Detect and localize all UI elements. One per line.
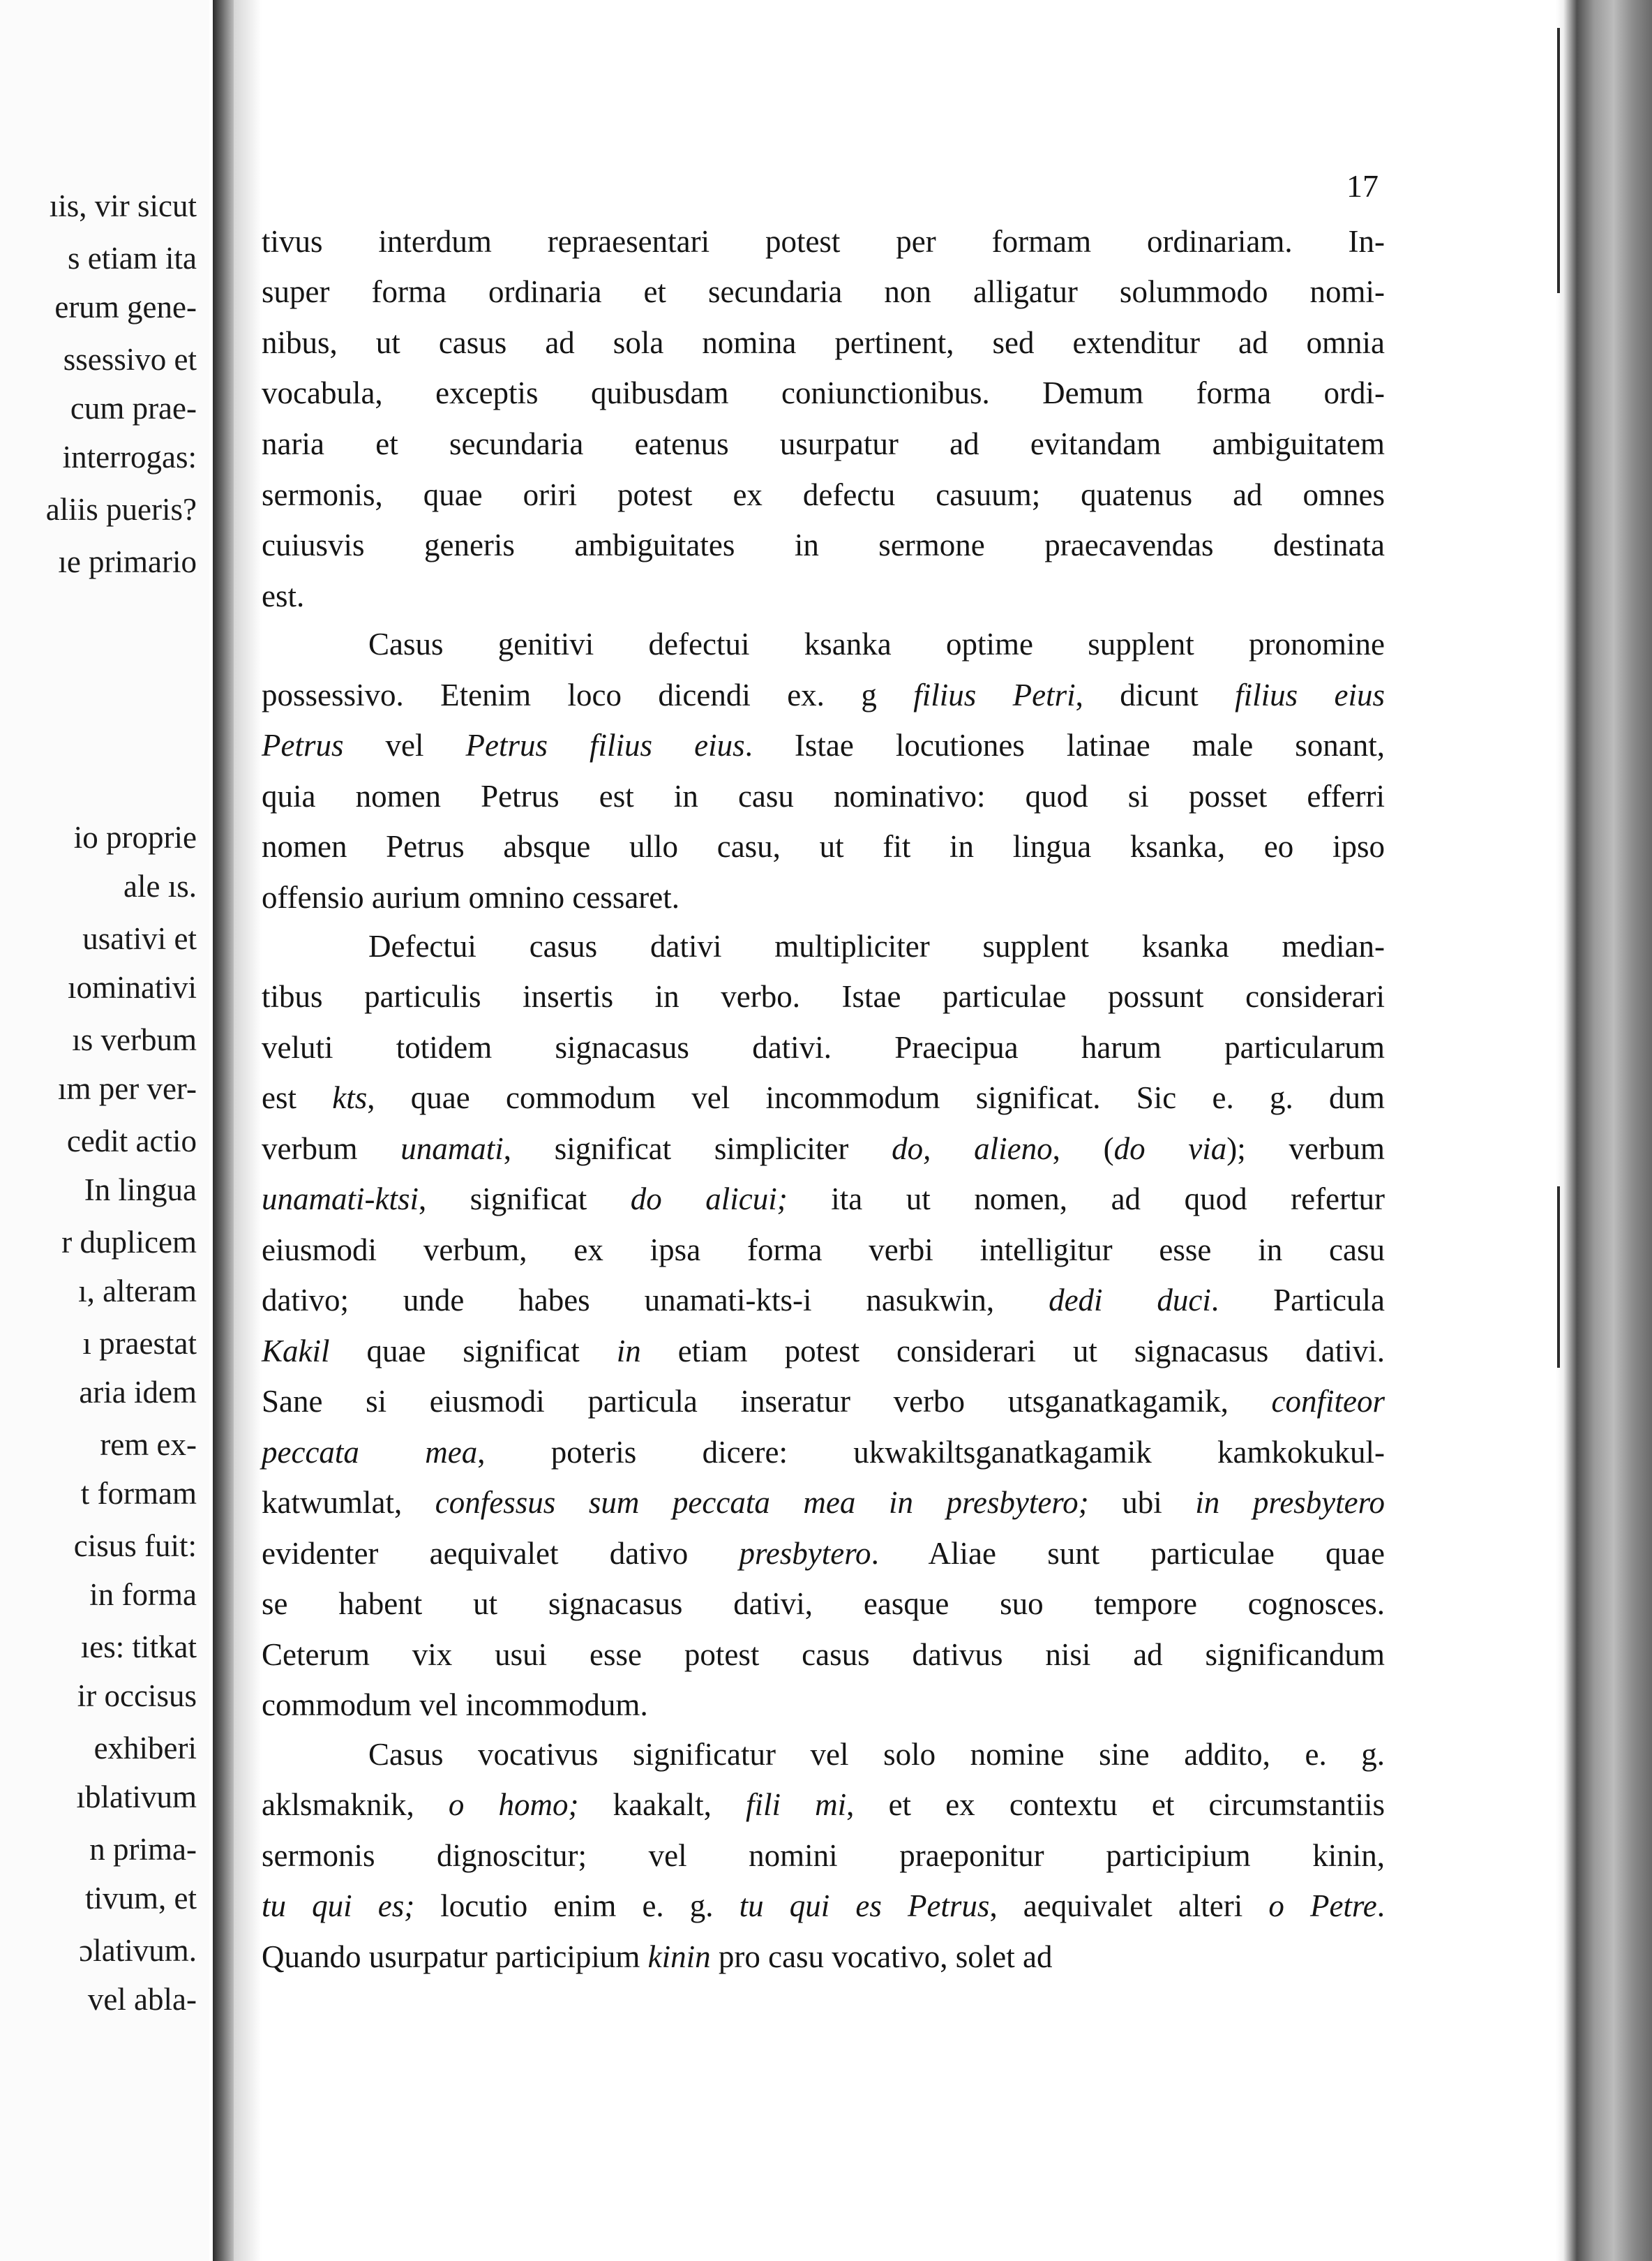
text-run: tivus interdum repraesentari potest per formam ordinariam. In- <box>262 224 1385 259</box>
prev-page-line: aria idem <box>79 1375 197 1410</box>
italic-phrase: filius Petri <box>913 678 1076 712</box>
italic-phrase: in <box>616 1334 641 1368</box>
text-run: commodum vel incommodum. <box>262 1687 648 1722</box>
italic-phrase: unamati <box>400 1131 504 1166</box>
italic-phrase: tu qui es; <box>262 1888 415 1923</box>
prev-page-line: ı praestat <box>82 1326 197 1361</box>
prev-page-line: ale ıs. <box>123 869 197 904</box>
text-line <box>368 619 1385 669</box>
text-line <box>262 872 1385 923</box>
text-run: vocabula, exceptis quibusdam coniunctionibus. Demum forma ordi- <box>262 375 1385 410</box>
text-run: Ceterum vix usui esse potest casus dativus nisi ad significandum <box>262 1637 1385 1672</box>
text-run: quae significat <box>329 1334 617 1368</box>
prev-page-line: ıs verbum <box>72 1022 197 1057</box>
text-run: ita ut nomen, ad quod refertur <box>787 1181 1385 1216</box>
prev-page-line: io proprie <box>73 820 197 855</box>
text-run: , quae commodum vel incommodum significat. Sic e. g. dum <box>367 1080 1385 1115</box>
prev-page-line: ı, alteram <box>78 1274 197 1308</box>
text-run: sermonis dignoscitur; vel nomini praeponitur participium kinin, <box>262 1838 1385 1873</box>
text-line <box>368 1729 1385 1779</box>
italic-phrase: kts <box>332 1080 368 1115</box>
italic-phrase: in presbytero <box>1195 1485 1385 1520</box>
text-run: , dicunt <box>1075 678 1236 712</box>
text-run: quia nomen Petrus est in casu nominativo: quod si posset efferri <box>262 779 1385 814</box>
prev-page-line: cum prae- <box>70 391 197 426</box>
italic-phrase: Petrus <box>262 728 344 763</box>
italic-phrase: filius eius <box>1235 678 1385 712</box>
italic-phrase: fili mi <box>746 1787 847 1822</box>
text-run: verbum <box>262 1131 401 1166</box>
prev-page-line: ıes: titkat <box>80 1629 197 1664</box>
text-run: aklsmaknik, <box>262 1787 449 1822</box>
text-run: . <box>1376 1888 1385 1923</box>
text-run: etiam potest considerari ut signacasus dativi. <box>640 1334 1385 1368</box>
italic-phrase: o Petre <box>1268 1888 1377 1923</box>
text-run: tibus particulis insertis in verbo. Istae particulae possunt considerari <box>262 979 1385 1014</box>
italic-phrase: unamati-ktsi <box>262 1181 419 1216</box>
text-line <box>262 670 1385 720</box>
text-run: . Particula <box>1210 1283 1386 1318</box>
italic-phrase: o homo; <box>448 1787 579 1822</box>
text-run: pro casu vocativo, solet ad <box>710 1939 1053 1974</box>
text-line <box>262 1680 1385 1730</box>
prev-page-line: ɔlativum. <box>79 1933 197 1968</box>
text-run: . Istae locutiones latinae male sonant, <box>744 728 1386 763</box>
text-line <box>262 1225 1385 1275</box>
text-run: , poteris dicere: ukwakiltsganatkagamik kamkokukul- <box>477 1435 1385 1470</box>
italic-phrase: presbytero <box>739 1536 871 1571</box>
text-run: Quando usurpatur participium <box>262 1939 648 1974</box>
prev-page-line: r duplicem <box>61 1225 197 1260</box>
text-line <box>262 1124 1385 1174</box>
text-run: katwumlat, <box>262 1485 435 1520</box>
text-line <box>262 571 1385 621</box>
prev-page-line: s etiam ita <box>68 241 197 276</box>
text-run: , aequivalet alteri <box>989 1888 1269 1923</box>
prev-page-line: erum gene- <box>54 290 197 324</box>
italic-phrase: tu qui es Petrus <box>739 1888 990 1923</box>
text-run: , et ex contextu et circumstantiis <box>846 1787 1385 1822</box>
text-run: vel <box>343 728 466 763</box>
text-line <box>262 470 1385 520</box>
text-line <box>262 267 1385 317</box>
prev-page-line: cedit actio <box>66 1124 197 1158</box>
text-run: evidenter aequivalet dativo <box>262 1536 739 1571</box>
book-binding-gutter <box>213 0 234 2261</box>
text-line <box>262 216 1385 267</box>
italic-phrase: Kakil <box>262 1334 330 1368</box>
prev-page-line: ir occisus <box>77 1678 197 1713</box>
text-run: veluti totidem signacasus dativi. Praecipua harum particularum <box>262 1030 1385 1065</box>
text-run: , ( <box>1052 1131 1114 1166</box>
text-run: offensio aurium omnino cessaret. <box>262 880 680 915</box>
text-line <box>262 1779 1385 1830</box>
text-run: sermonis, quae oriri potest ex defectu casuum; quatenus ad omnes <box>262 477 1385 512</box>
text-line <box>262 1174 1385 1224</box>
italic-phrase: kinin <box>647 1939 711 1974</box>
text-line <box>262 1477 1385 1528</box>
prev-page-line: aliis pueris? <box>45 492 197 527</box>
text-line <box>262 771 1385 821</box>
text-run: se habent ut signacasus dativi, easque suo tempore cognosces. <box>262 1586 1385 1621</box>
italic-phrase: do via <box>1113 1131 1227 1166</box>
text-line <box>262 1376 1385 1426</box>
prev-page-line: ıblativum <box>76 1779 197 1814</box>
text-line <box>262 368 1385 418</box>
italic-phrase: dedi duci <box>1049 1283 1211 1318</box>
italic-phrase: Petrus filius eius <box>465 728 745 763</box>
text-run: cuiusvis generis ambiguitates in sermone praecavendas destinata <box>262 528 1385 562</box>
italic-phrase: confessus sum peccata mea in presbytero; <box>435 1485 1089 1520</box>
text-line <box>368 921 1385 971</box>
text-line <box>262 971 1385 1022</box>
text-run: est. <box>262 579 305 613</box>
text-run: ); verbum <box>1226 1131 1385 1166</box>
italic-phrase: confiteor <box>1271 1384 1385 1419</box>
text-run: eiusmodi verbum, ex ipsa forma verbi intelligitur esse in casu <box>262 1232 1385 1267</box>
text-line <box>262 318 1385 368</box>
text-line <box>262 1579 1385 1629</box>
text-run: dativo; unde habes unamati-kts-i nasukwin, <box>262 1283 1049 1318</box>
prev-page-line: rem ex- <box>100 1427 197 1462</box>
text-run: nibus, ut casus ad sola nomina pertinent, sed extenditur ad omnia <box>262 325 1385 360</box>
prev-page-line: n prima- <box>89 1832 197 1867</box>
text-line <box>262 1073 1385 1123</box>
text-line <box>262 720 1385 770</box>
prev-page-line: ıominativi <box>68 970 197 1005</box>
text-line <box>262 1932 1385 1982</box>
text-line <box>262 1326 1385 1376</box>
text-line <box>262 1427 1385 1477</box>
italic-phrase: do alicui; <box>630 1181 788 1216</box>
italic-phrase: do, alieno <box>892 1131 1053 1166</box>
text-line <box>262 1275 1385 1325</box>
page-edge-dark-streak <box>1557 1186 1560 1368</box>
text-run: super forma ordinaria et secundaria non alligatur solummodo nomi- <box>262 274 1385 309</box>
text-line <box>262 1629 1385 1680</box>
page-edge-dark-streak <box>1557 28 1560 293</box>
prev-page-line: ssessivo et <box>63 342 197 377</box>
text-run: ubi <box>1088 1485 1196 1520</box>
text-run: naria et secundaria eatenus usurpatur ad evitandam ambiguitatem <box>262 426 1385 461</box>
prev-page-line: ım per ver- <box>57 1071 197 1106</box>
text-run: Casus vocativus significatur vel solo nomine sine addito, e. g. <box>368 1737 1385 1772</box>
text-line <box>262 419 1385 469</box>
prev-page-line: t formam <box>80 1476 197 1511</box>
text-line <box>262 1528 1385 1579</box>
prev-page-line: ıis, vir sicut <box>49 188 197 223</box>
text-run: Casus genitivi defectui ksanka optime supplent pronomine <box>368 627 1385 662</box>
text-run: Sane si eiusmodi particula inseratur verbo utsganatkagamik, <box>262 1384 1272 1419</box>
page-edge-shadow <box>1556 0 1652 2261</box>
prev-page-line: usativi et <box>82 921 197 956</box>
page-number: 17 <box>1346 168 1379 204</box>
prev-page-line: in forma <box>89 1577 197 1612</box>
text-line <box>262 821 1385 872</box>
text-line <box>262 1022 1385 1073</box>
gutter-shadow <box>234 0 262 2261</box>
prev-page-line: ıe primario <box>58 544 197 579</box>
text-run: possessivo. Etenim loco dicendi ex. g <box>262 678 914 712</box>
prev-page-line: In lingua <box>84 1172 197 1207</box>
text-run: nomen Petrus absque ullo casu, ut fit in lingua ksanka, eo ipso <box>262 829 1385 864</box>
previous-page-fragment <box>0 0 209 2261</box>
text-run: Defectui casus dativi multipliciter supplent ksanka median- <box>368 929 1385 964</box>
prev-page-line: vel abla- <box>87 1982 197 2017</box>
text-run: , significat <box>418 1181 631 1216</box>
prev-page-line: interrogas: <box>62 440 197 475</box>
prev-page-line: tivum, et <box>85 1881 197 1916</box>
text-line <box>262 1881 1385 1931</box>
prev-page-line: cisus fuit: <box>73 1528 197 1563</box>
text-run: locutio enim e. g. <box>414 1888 739 1923</box>
text-run: . Aliae sunt particulae quae <box>871 1536 1385 1571</box>
text-line <box>262 520 1385 570</box>
text-line <box>262 1830 1385 1881</box>
italic-phrase: peccata mea <box>262 1435 478 1470</box>
text-run: , significat simpliciter <box>503 1131 892 1166</box>
prev-page-line: exhiberi <box>93 1731 197 1766</box>
text-run: est <box>262 1080 333 1115</box>
text-run: kaakalt, <box>578 1787 746 1822</box>
